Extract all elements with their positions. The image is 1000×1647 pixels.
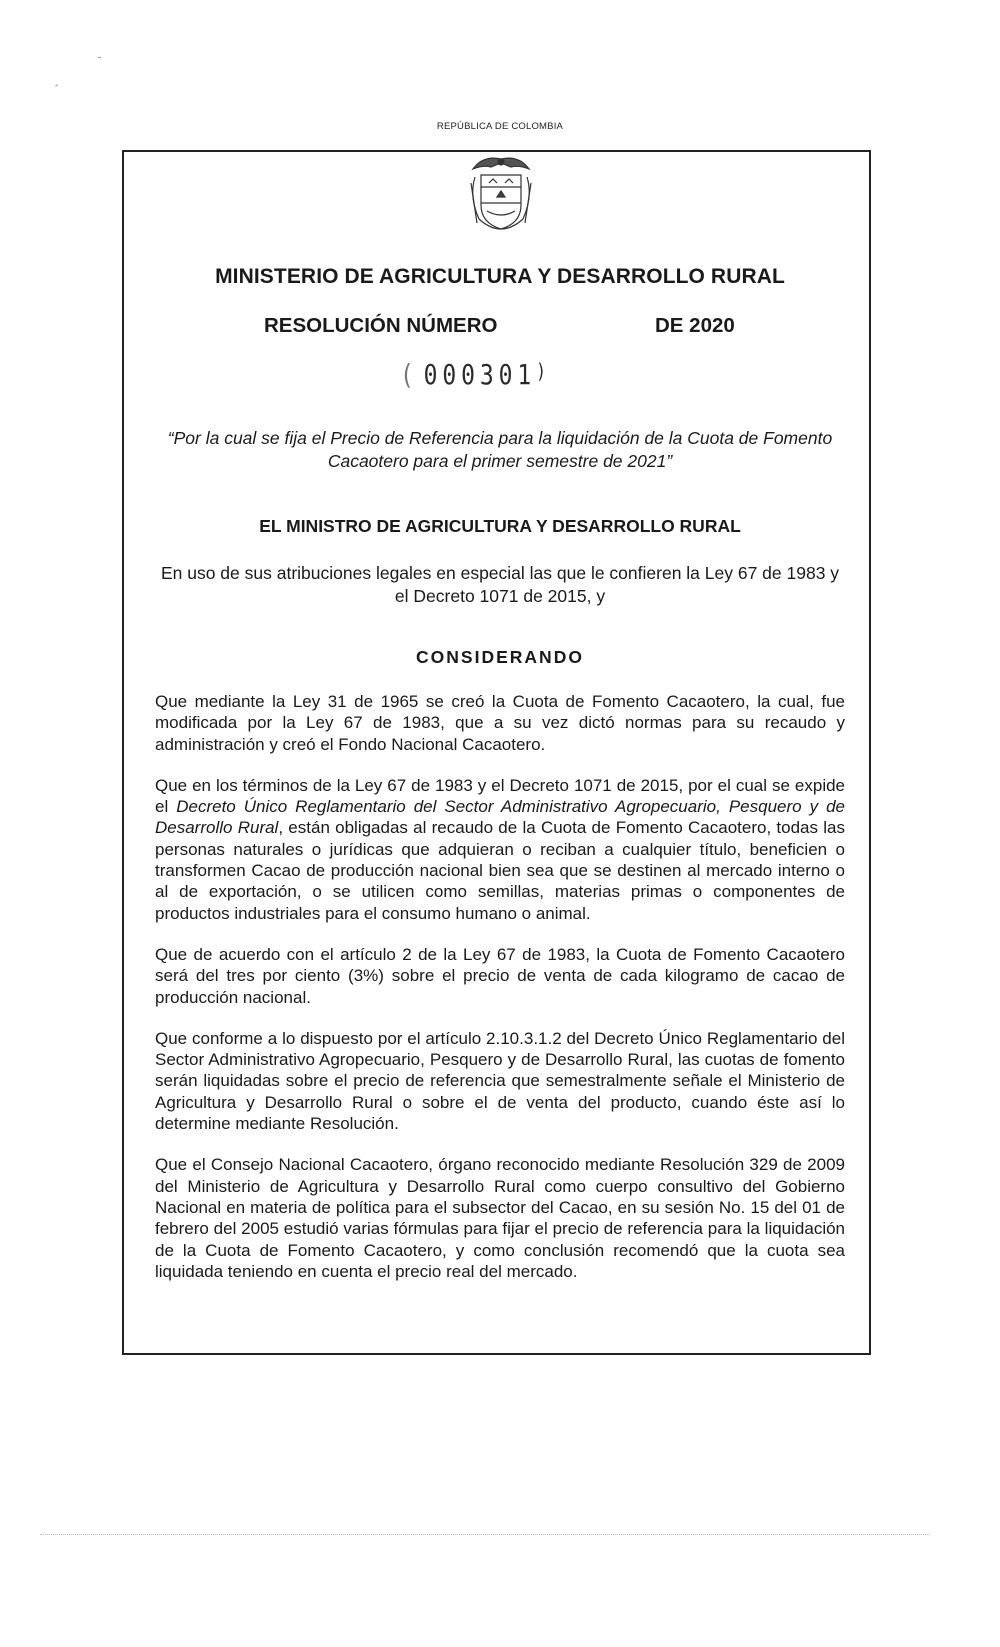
coat-of-arms-icon bbox=[463, 153, 539, 238]
paragraph-4: Que conforme a lo dispuesto por el artículo 2.10.3.1.2 del Decreto Único Reglamentario del Sector Administrativo Agropecuario, Pesquero y de Desarrollo Rural, las cuotas de fomento serán liquidadas sobre el precio de referencia que semestralmente señale el Ministerio de Agricultura y Desarrollo Rural o sobre el de venta del producto, cuando éste así lo determine mediante Resolución. bbox=[155, 1028, 845, 1134]
paragraph-5: Que el Consejo Nacional Cacaotero, órgano reconocido mediante Resolución 329 de 2009 del Ministerio de Agricultura y Desarrollo Rural como cuerpo consultivo del Gobierno Nacional en materia de política para el subsector del Cacao, en su sesión No. 15 del 01 de febrero del 2005 estudió varias fórmulas para fijar el precio de referencia para la liquidación de la Cuota de Fomento Cacaotero, y como conclusión recomendó que la cuota sea liquidada teniendo en cuenta el precio real del mercado. bbox=[155, 1155, 845, 1281]
stamp-prefix: ( bbox=[400, 358, 419, 391]
attributions-text: En uso de sus atribuciones legales en especial las que le confieren la Ley 67 de 1983 y el Decreto 1071 de 2015, y bbox=[160, 563, 840, 606]
scan-dotted-line bbox=[40, 1534, 930, 1535]
minister-title: EL MINISTRO DE AGRICULTURA Y DESARROLLO RURAL bbox=[259, 516, 741, 536]
ministry-title: MINISTERIO DE AGRICULTURA Y DESARROLLO RURAL bbox=[215, 265, 785, 288]
stamp-number: 000301 bbox=[423, 358, 537, 391]
country-header: REPÚBLICA DE COLOMBIA bbox=[436, 121, 564, 132]
paragraph-2-end: , están obligadas al recaudo de la Cuota de Fomento Cacaotero, todas las personas naturales o jurídicas que adquieran o reciban a cualquier título, beneficien o transformen Cacao de producción nacional bien sea que se destinen al mercado interno o al de exportación, o se utilicen como semillas, materias primas o componentes de productos industriales para el consumo humano o animal. bbox=[155, 818, 845, 923]
resolution-year: DE 2020 bbox=[655, 314, 735, 337]
paragraph-2-start: Que en los términos de la Ley 67 de 1983 y el Decreto 1071 de 2015, por el cual se expide el bbox=[155, 775, 845, 817]
scan-speck bbox=[98, 57, 101, 58]
paragraph-2 bbox=[155, 775, 845, 924]
document-body bbox=[155, 691, 845, 1302]
scan-speck bbox=[55, 84, 58, 87]
decree-title: Decreto Único Reglamentario del Sector Administrativo Agropecuario, Pesquero y de Desarrollo Rural bbox=[155, 797, 845, 838]
stamp-close: ) bbox=[536, 359, 547, 383]
resolution-number-stamp bbox=[400, 358, 546, 391]
considerando-heading: CONSIDERANDO bbox=[416, 647, 584, 667]
resolution-label: RESOLUCIÓN NÚMERO bbox=[264, 314, 498, 337]
paragraph-3: Que de acuerdo con el artículo 2 de la Ley 67 de 1983, la Cuota de Fomento Cacaotero será del tres por ciento (3%) sobre el precio de venta de cada kilogramo de cacao de producción nacional. bbox=[155, 944, 845, 1007]
resolution-subtitle: “Por la cual se fija el Precio de Referencia para la liquidación de la Cuota de Fomento Cacaotero para el primer semestre de 2021” bbox=[167, 428, 833, 471]
paragraph-1: Que mediante la Ley 31 de 1965 se creó la Cuota de Fomento Cacaotero, la cual, fue modificada por la Ley 67 de 1983, que a su vez dictó normas para su recaudo y administración y creó el Fondo Nacional Cacaotero. bbox=[155, 692, 845, 754]
